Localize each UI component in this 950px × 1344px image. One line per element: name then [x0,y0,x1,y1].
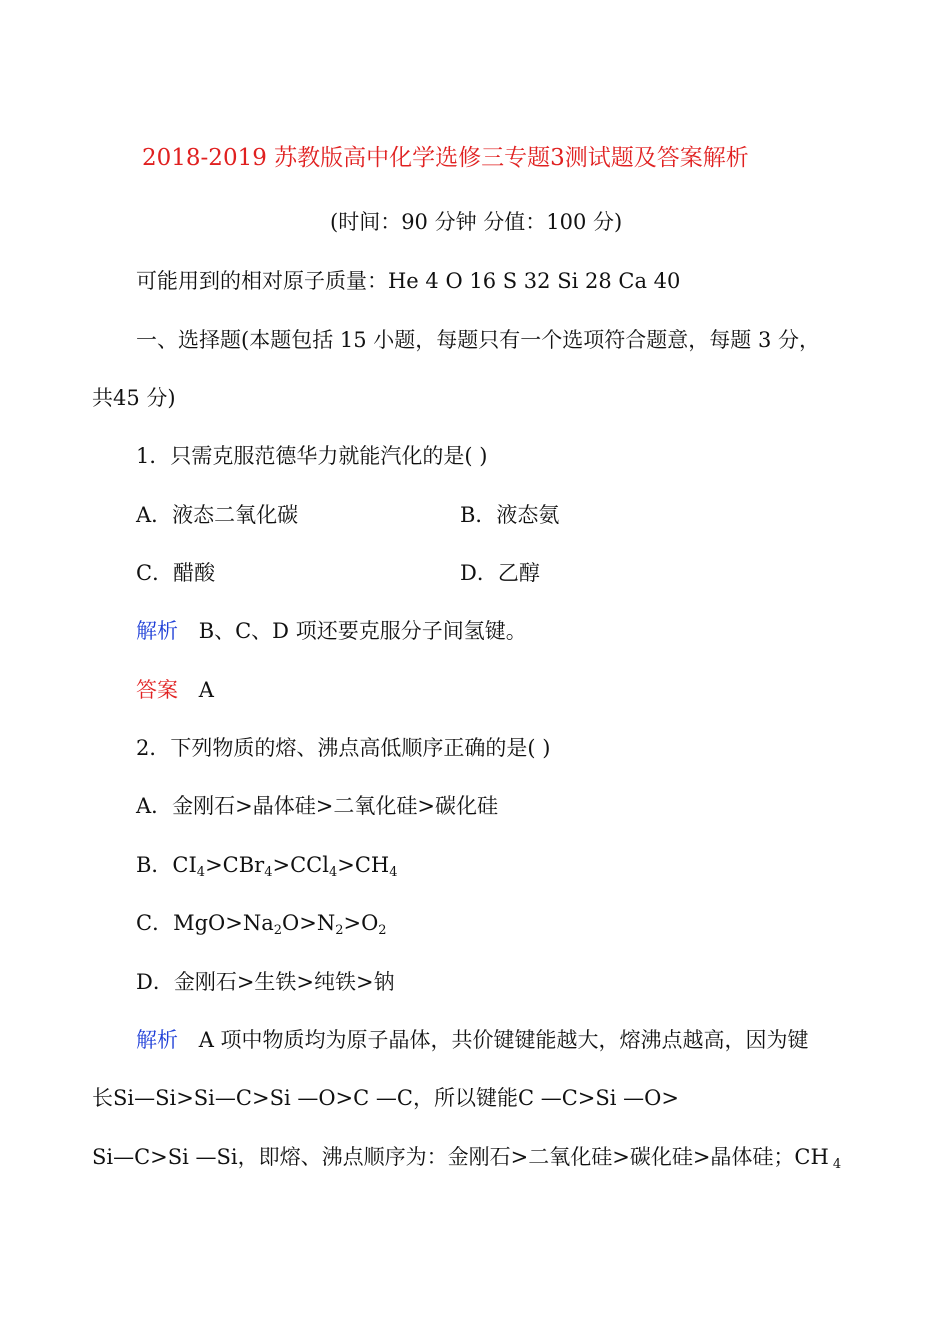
q2-option-b-sub2: 4 [264,865,273,880]
q1-answer-text: A [198,678,214,702]
q1-option-a: A．液态二氧化碳 [136,503,299,527]
q2-analysis-line2: 长Si—Si>Si—C>Si —O>C —C，所以键能C —C>Si —O> [92,1086,679,1110]
atomic-masses: 可能用到的相对原子质量：He 4 O 16 S 32 Si 28 Ca 40 [136,269,681,293]
q2-option-c-sub1: 2 [273,923,283,938]
q1-option-c: C．醋酸 [136,561,216,585]
q2-analysis-text3: Si—C>Si —Si，即熔、沸点顺序为：金刚石>二氧化硅>碳化硅>晶体硅；CH [92,1145,829,1169]
q1-answer-label: 答案 [136,678,178,702]
q2-option-b-sub1: 4 [196,865,206,880]
q2-analysis-label: 解析 [136,1028,178,1052]
q1-answer [136,676,214,704]
q2-option-d: D．金刚石>生铁>纯铁>钠 [136,970,395,994]
q2-option-c [136,909,387,941]
q2-option-b-part1: >CBr [205,853,265,877]
q2-stem: 2．下列物质的熔、沸点高低顺序正确的是( ) [136,736,551,760]
q2-analysis-line3 [92,1143,841,1175]
q2-option-b-part3: >CH [337,853,390,877]
q2-option-c-prefix: C．MgO>Na [136,911,274,935]
q2-option-a: A．金刚石>晶体硅>二氧化硅>碳化硅 [136,794,498,818]
q1-analysis-label: 解析 [136,619,178,643]
q1-analysis-text: B、C、D 项还要克服分子间氢键。 [198,619,527,643]
q2-analysis-line1 [136,1026,809,1054]
q2-analysis-text1: A 项中物质均为原子晶体，共价键键能越大，熔沸点越高，因为键 [198,1028,809,1052]
q1-stem: 1．只需克服范德华力就能汽化的是( ) [136,444,488,468]
q1-option-d: D．乙醇 [460,561,540,585]
q2-option-b-part2: >CCl [272,853,329,877]
q2-option-b-prefix: B．CI [136,853,197,877]
q2-option-b-sub3: 4 [328,865,338,880]
time-score-info: (时间：90 分钟 分值：100 分) [330,210,623,234]
q2-option-c-part2: >O [343,911,379,935]
q2-option-c-sub2: 2 [335,923,344,938]
section-heading-line2: 共45 分) [92,386,176,410]
q2-option-b [136,851,398,883]
q2-option-c-part1: O>N [282,911,336,935]
q2-analysis-sub: 4 [832,1157,842,1172]
q1-option-b: B．液态氨 [460,503,560,527]
document-title: 2018-2019 苏教版高中化学选修三专题3测试题及答案解析 [142,145,749,171]
section-heading-line1: 一、选择题(本题包括 15 小题，每题只有一个选项符合题意，每题 3 分， [136,328,820,352]
q1-analysis [136,617,527,645]
q2-option-c-sub3: 2 [378,923,387,938]
q2-option-b-sub4: 4 [389,865,398,880]
